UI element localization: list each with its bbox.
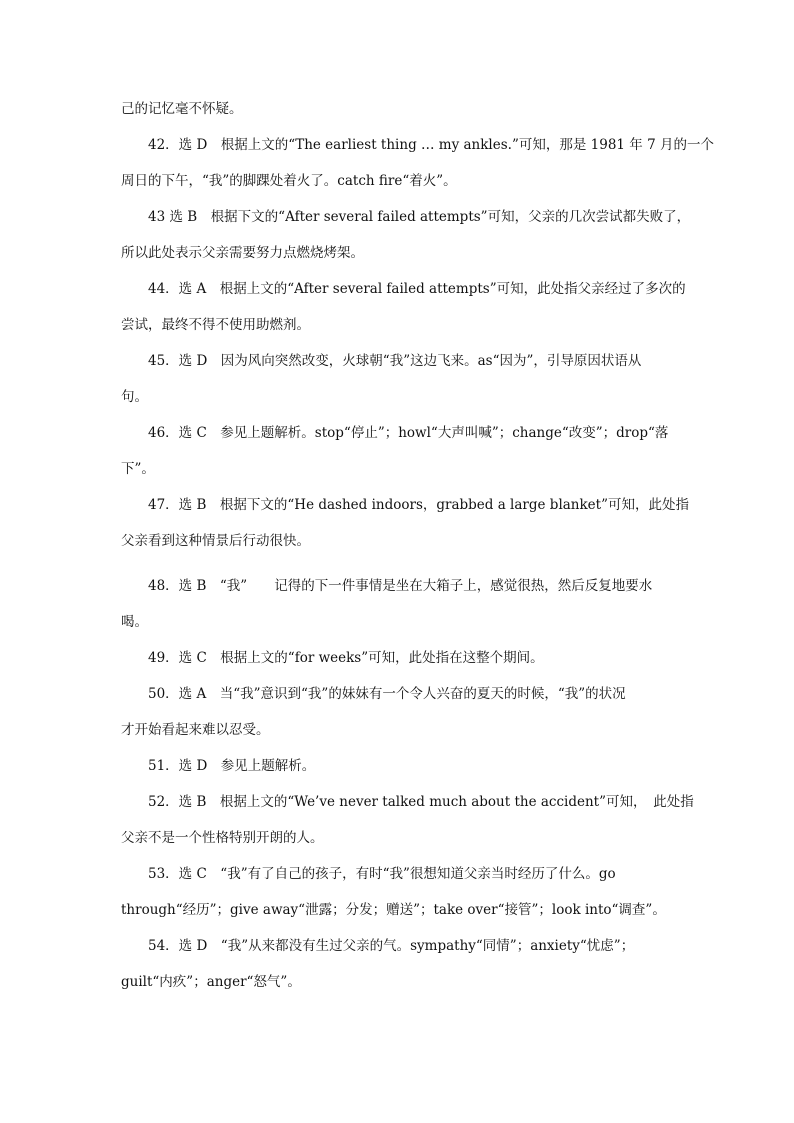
text-line: 下”。 <box>121 461 155 477</box>
text-line: 53．选 C “我”有了自己的孩子，有时“我”很想知道父亲当时经历了什么。go <box>148 866 616 882</box>
text-line: 才开始看起来难以忍受。 <box>121 722 270 738</box>
text-line: 尝试，最终不得不使用助燃剂。 <box>121 317 310 333</box>
text-line: 己的记忆毫不怀疑。 <box>121 101 243 117</box>
text-line: guilt“内疚”；anger“怒气”。 <box>121 974 301 990</box>
text-line: 46．选 C 参见上题解析。stop“停止”；howl“大声叫喊”；change“改变”；drop“落 <box>148 425 669 441</box>
text-line: 句。 <box>121 389 148 405</box>
text-line: 48．选 B “我” 记得的下一件事情是坐在大箱子上，感觉很热，然后反复地要水 <box>148 578 653 594</box>
text-line: through“经历”；give away“泄露；分发；赠送”；take over“接管”；look into“调查”。 <box>121 902 666 918</box>
text-line: 喝。 <box>121 614 148 630</box>
text-line: 44．选 A 根据上文的“After several failed attempts”可知，此处指父亲经过了多次的 <box>148 281 686 297</box>
text-line: 50．选 A 当“我”意识到“我”的妹妹有一个令人兴奋的夏天的时候，“我”的状况 <box>148 686 626 702</box>
text-line: 父亲看到这种情景后行动很快。 <box>121 533 310 549</box>
text-line: 父亲不是一个性格特别开朗的人。 <box>121 830 324 846</box>
text-line: 所以此处表示父亲需要努力点燃烧烤架。 <box>121 245 364 261</box>
text-line: 周日的下午，“我”的脚踝处着火了。catch fire“着火”。 <box>121 173 457 189</box>
text-line: 42．选 D 根据上文的“The earliest thing … my ankles.”可知，那是 1981 年 7 月的一个 <box>148 137 714 153</box>
text-line: 54．选 D “我”从来都没有生过父亲的气。sympathy“同情”；anxiety“忧虑”； <box>148 938 635 954</box>
text-line: 47．选 B 根据下文的“He dashed indoors，grabbed a large blanket”可知，此处指 <box>148 497 690 513</box>
text-line: 49．选 C 根据上文的“for weeks”可知，此处指在这整个期间。 <box>148 650 544 666</box>
text-line: 51．选 D 参见上题解析。 <box>148 758 316 774</box>
text-line: 43 选 B 根据下文的“After several failed attempts”可知，父亲的几次尝试都失败了， <box>148 209 691 225</box>
text-line: 45．选 D 因为风向突然改变，火球朝“我”这边飞来。as“因为”，引导原因状语从 <box>148 353 642 369</box>
text-line: 52．选 B 根据上文的“We’ve never talked much about the accident”可知， 此处指 <box>148 794 694 810</box>
